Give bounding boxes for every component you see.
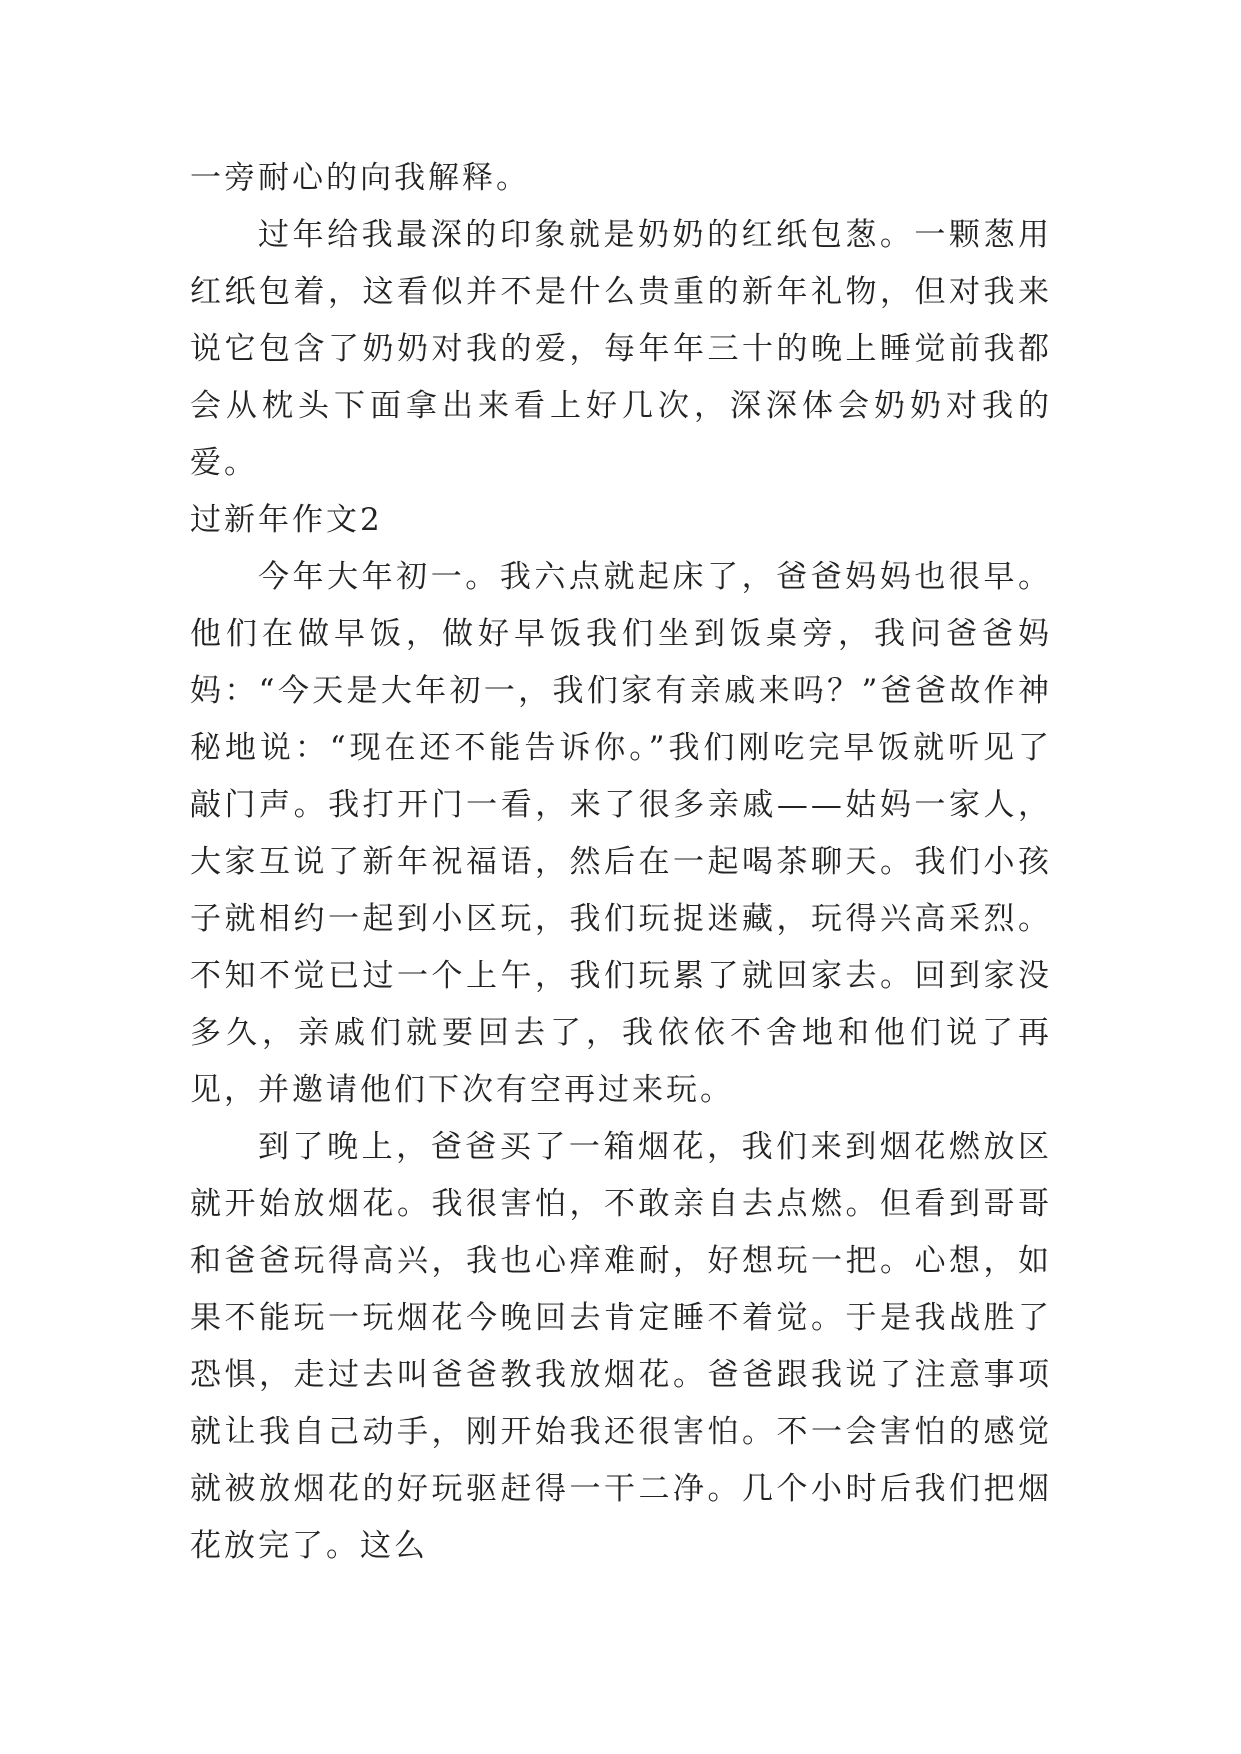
paragraph-fireworks: 到了晚上，爸爸买了一箱烟花，我们来到烟花燃放区就开始放烟花。我很害怕，不敢亲自去点燃。但看到哥哥和爸爸玩得高兴，我也心痒难耐，好想玩一把。心想，如果不能玩一玩烟花今晚回去肯定睡不着觉。于是我战胜了恐惧，走过去叫爸爸教我放烟花。爸爸跟我说了注意事项就让我自己动手，刚开始我还很害怕。不一会害怕的感觉就被放烟花的好玩驱赶得一干二净。几个小时后我们把烟花放完了。这么 [190,1129,1052,1564]
paragraph-red-paper-onion: 过年给我最深的印象就是奶奶的红纸包葱。一颗葱用红纸包着，这看似并不是什么贵重的新年礼物，但对我来说它包含了奶奶对我的爱，每年年三十的晚上睡觉前我都会从枕头下面拿出来看上好几次，深深体会奶奶对我的爱。 [190,217,1052,481]
paragraph-new-year-day: 今年大年初一。我六点就起床了，爸爸妈妈也很早。他们在做早饭，做好早饭我们坐到饭桌旁，我问爸爸妈妈：“今天是大年初一，我们家有亲戚来吗？”爸爸故作神秘地说：“现在还不能告诉你。”我们刚吃完早饭就听见了敲门声。我打开门一看，来了很多亲戚——姑妈一家人，大家互说了新年祝福语，然后在一起喝茶聊天。我们小孩子就相约一起到小区玩，我们玩捉迷藏，玩得兴高采烈。不知不觉已过一个上午，我们玩累了就回家去。回到家没多久，亲戚们就要回去了，我依依不舍地和他们说了再见，并邀请他们下次有空再过来玩。 [190,559,1052,1108]
document-body [190,150,1052,1575]
essay-title: 过新年作文2 [190,502,383,538]
paragraph-continuation: 一旁耐心的向我解释。 [190,160,530,196]
